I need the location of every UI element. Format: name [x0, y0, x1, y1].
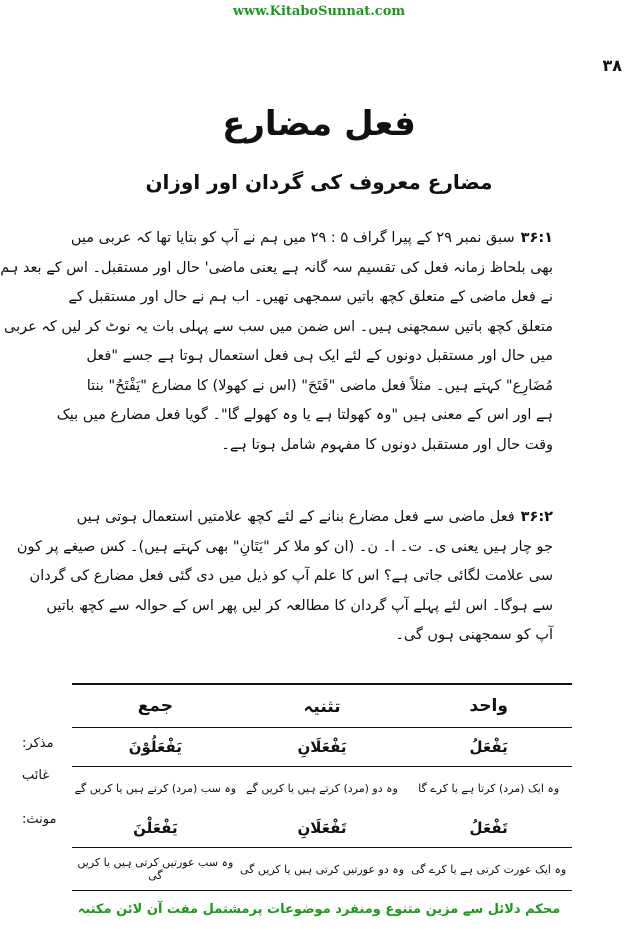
- page-number: ۳۸: [602, 56, 622, 75]
- masc-plural-verb: یَفْعَلُوْنَ: [72, 728, 239, 767]
- header-singular: واحد: [405, 685, 572, 728]
- site-url[interactable]: www.KitaboSunnat.com: [232, 4, 406, 19]
- fem-dual-gloss: وہ دو عورتیں کرتی ہیں یا کریں گی: [239, 848, 406, 891]
- fem-plural-verb: یَفْعَلْنَ: [72, 809, 239, 848]
- paragraph-2: [16, 503, 553, 651]
- paragraph-number: ۳۶:۲: [520, 509, 553, 525]
- paragraph-line: وقت حال اور مستقبل دونوں کا مفہوم شامل ہوتا ہے۔: [221, 436, 553, 453]
- paragraph-line: میں حال اور مستقبل دونوں کے لئے ایک ہی فعل استعمال ہوتا ہے جسے "فعل: [86, 348, 553, 364]
- fem-plural-gloss: وہ سب عورتیں کرتی ہیں یا کریں گی: [72, 848, 239, 891]
- paragraph-line: ہے اور اس کے معنی ہیں "وہ کھولتا ہے یا وہ کھولے گا"۔ گویا فعل مضارع میں بیک: [56, 407, 553, 423]
- header-plural: جمع: [72, 685, 239, 728]
- paragraph-line: آپ کو سمجھنی ہوں گی۔: [395, 627, 553, 643]
- fem-singular-gloss: وہ ایک عورت کرتی ہے یا کرے گی: [405, 848, 572, 891]
- section-subtitle: مضارع معروف کی گردان اور اوزان: [145, 170, 493, 194]
- footer-text: محکم دلائل سے مزین متنوع ومنفرد موضوعات پرمشتمل مفت آن لائن مکتبہ: [77, 902, 561, 917]
- conjugation-table: [72, 683, 572, 891]
- masc-plural-gloss: وہ سب (مرد) کرتے ہیں یا کریں گے: [74, 781, 237, 795]
- table-row: [72, 809, 572, 848]
- chapter-title: فعل مضارع: [222, 104, 416, 144]
- masc-singular-verb: یَفْعَلُ: [405, 728, 572, 767]
- paragraph-line: ۳۶:۱سبق نمبر ۲۹ کے پیرا گراف ۵ : ۲۹ میں ہم نے آپ کو بتایا تھا کہ عربی میں: [70, 230, 553, 246]
- paragraph-line: سی علامت لگائی جاتی ہے؟ اس کا علم آپ کو ذیل میں دی گئی فعل مضارع کی گردان: [29, 568, 553, 584]
- fem-singular-verb: تَفْعَلُ: [405, 809, 572, 848]
- label-third-person: غائب: [22, 768, 50, 783]
- paragraph-line: مُضَارِع" کہتے ہیں۔ مثلاً فعل ماضی "فَتَحَ" (اس نے کھولا) کا مضارع "یَفْتَحُ" بنتا: [86, 377, 553, 394]
- masc-singular-gloss: وہ ایک (مرد) کرتا ہے یا کرے گا: [418, 781, 560, 795]
- header-dual: تثنیہ: [239, 685, 406, 728]
- paragraph-line: ۳۶:۲فعل ماضی سے فعل مضارع بنانے کے لئے کچھ علامتیں استعمال ہوتی ہیں: [76, 509, 553, 525]
- masc-dual-gloss: وہ دو (مرد) کرتے ہیں یا کریں گے: [246, 781, 398, 795]
- paragraph-line: بھی بلحاظ زمانہ فعل کی تقسیم سہ گانہ ہے یعنی ماضی' حال اور مستقبل۔ اس کے بعد ہم: [0, 259, 553, 276]
- paragraph-number: ۳۶:۱: [520, 230, 553, 246]
- label-feminine: مونث:: [22, 812, 57, 827]
- table-row: [72, 848, 572, 891]
- paragraph-1: [0, 224, 553, 460]
- paragraph-line: جو چار ہیں یعنی ی۔ ت۔ ا۔ ن۔ (ان کو ملا کر "یَتَانِ" بھی کہتے ہیں)۔ کس صیغے پر کون: [16, 538, 553, 555]
- table-row: [72, 767, 572, 810]
- fem-dual-verb: تَفْعَلَانِ: [239, 809, 406, 848]
- paragraph-line: سے ہوگا۔ اس لئے پہلے آپ گردان کا مطالعہ کر لیں پھر اس کے حوالہ سے کچھ باتیں: [46, 597, 553, 614]
- paragraph-line: متعلق کچھ باتیں سمجھنی ہیں۔ اس ضمن میں سب سے پہلی بات یہ نوٹ کر لیں کہ عربی: [4, 318, 553, 335]
- masc-dual-verb: یَفْعَلَانِ: [239, 728, 406, 767]
- table-row: [72, 728, 572, 767]
- label-masculine: مذکر:: [22, 736, 54, 751]
- paragraph-line: نے فعل ماضی کے متعلق کچھ باتیں سمجھی تھیں۔ اب ہم نے حال اور مستقبل کے: [68, 289, 553, 305]
